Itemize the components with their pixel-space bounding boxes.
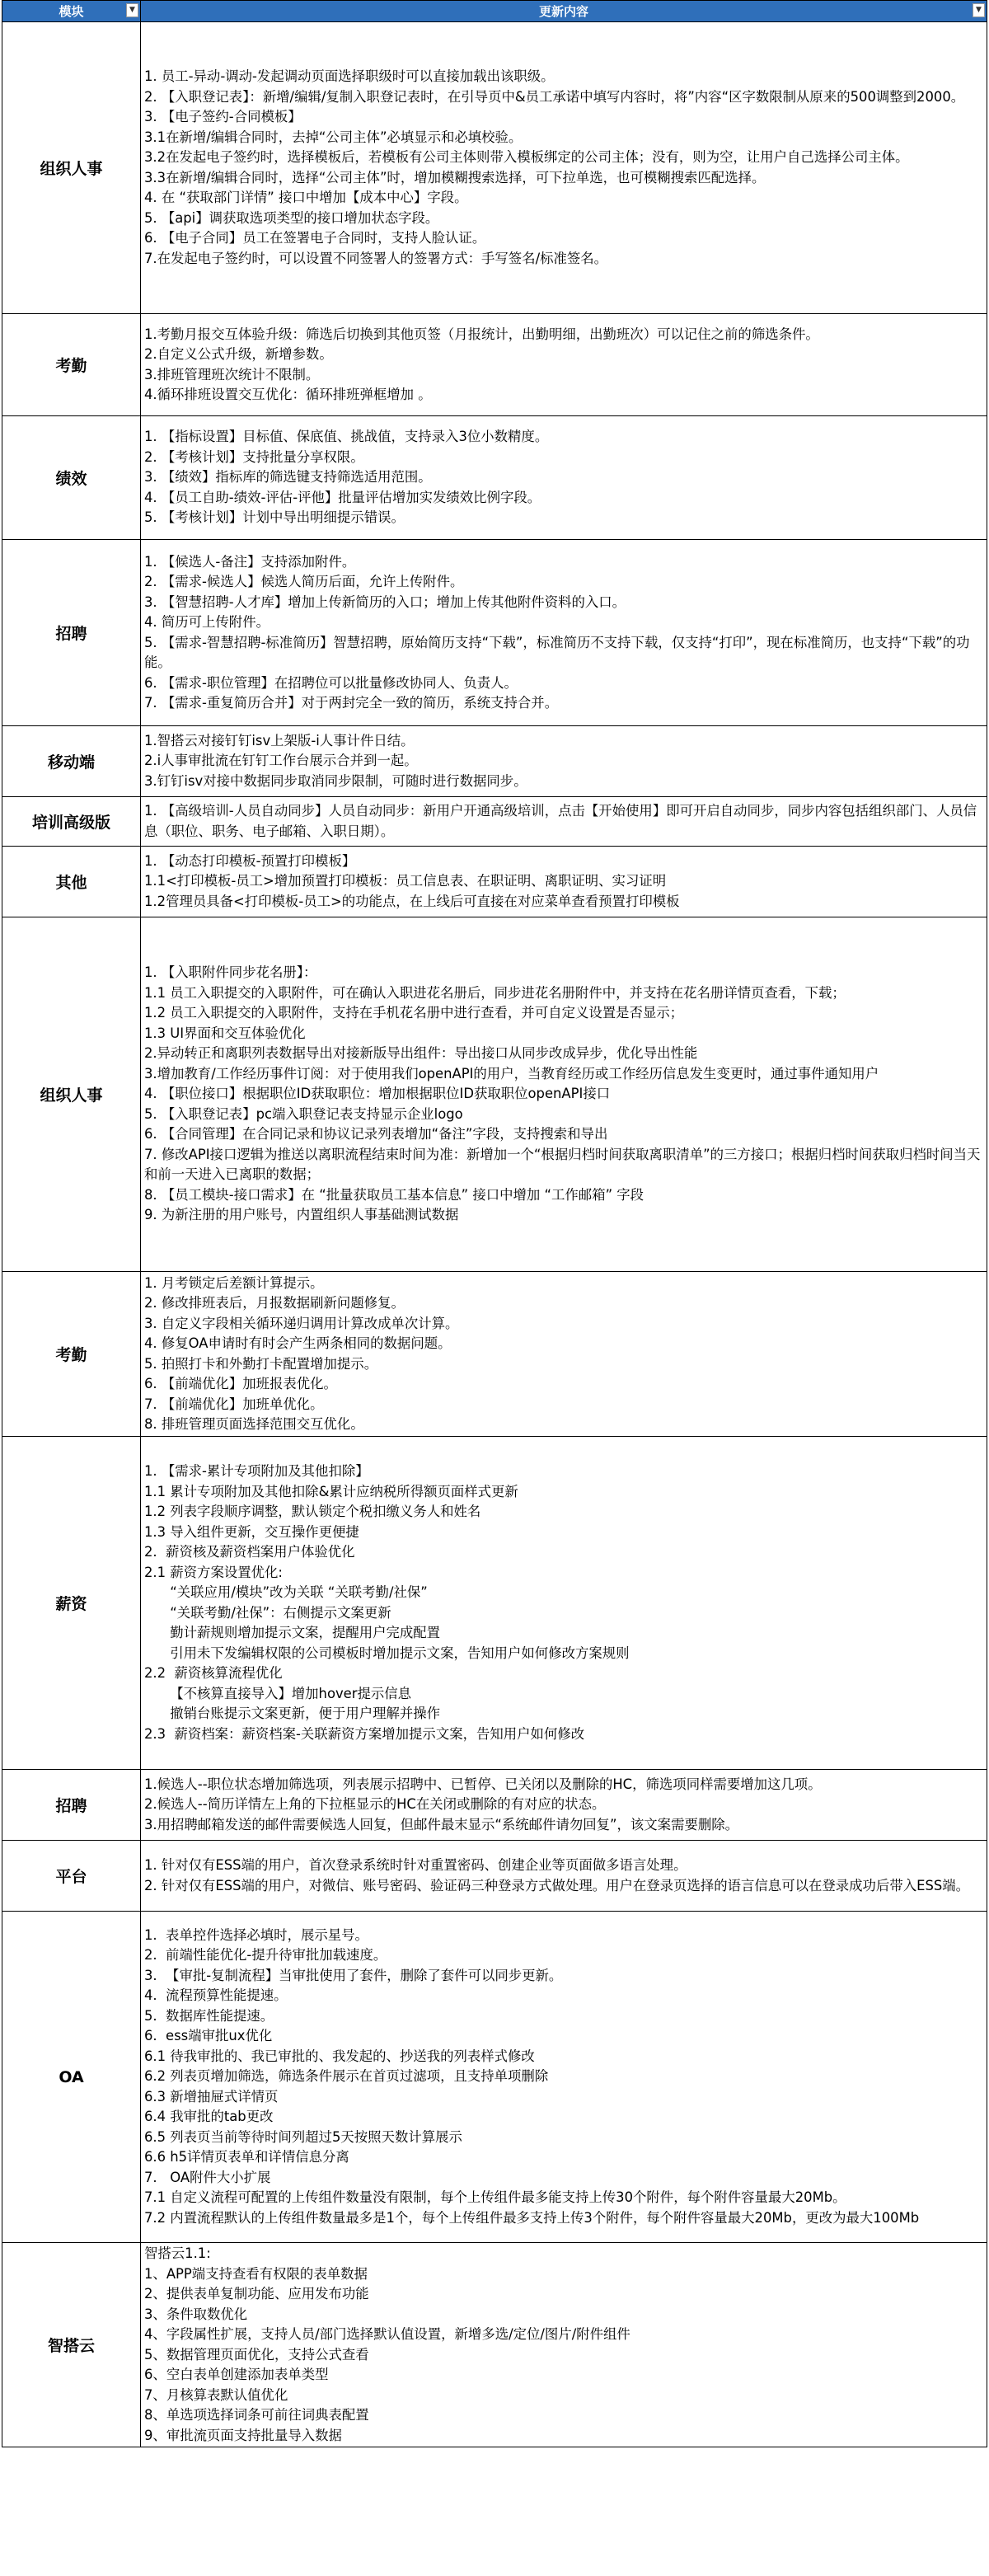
content-line: 6. 【需求-职位管理】在招聘位可以批量修改协同人、负责人。 — [144, 674, 518, 691]
content-line: 4、字段属性扩展，支持人员/部门选择默认值设置，新增多选/定位/图片/附件组件 — [144, 2326, 630, 2342]
table-row — [2, 416, 987, 540]
content-line: 3.排班管理班次统计不限制。 — [144, 366, 320, 382]
module-cell[interactable]: 绩效 — [2, 416, 141, 540]
content-line: 1. 员工-异动-调动-发起调动页面选择职级时可以直接加载出该职级。 — [144, 68, 555, 84]
content-line: 1.候选人--职位状态增加筛选项，列表展示招聘中、已暂停、已关闭以及删除的HC，筛选项同样需要增加这几项。 — [144, 1776, 822, 1792]
module-cell[interactable]: OA — [2, 1912, 141, 2243]
content-line: 3.用招聘邮箱发送的邮件需要候选人回复，但邮件最末显示“系统邮件请勿回复”，该文案需要删除。 — [144, 1816, 739, 1832]
content-line: 1.3 UI界面和交互体验优化 — [144, 1025, 306, 1041]
content-line: 4. 【员工自助-绩效-评估-评他】批量评估增加实发绩效比例字段。 — [144, 489, 541, 505]
filter-dropdown-icon[interactable]: ▼ — [973, 3, 985, 17]
content-line: 4. 简历可上传附件。 — [144, 614, 270, 630]
content-line: 5. 【需求-智慧招聘-标准简历】智慧招聘，原始简历支持“下载”，标准简历不支持下载，仅支持“打印”，现在标准简历，也支持“下载”的功能。 — [144, 634, 970, 670]
content-line: 7.在发起电子签约时，可以设置不同签署人的签署方式：手写签名/标准签名。 — [144, 250, 608, 266]
table-row — [2, 1272, 987, 1437]
content-line: “关联考勤/社保”：右侧提示文案更新 — [144, 1604, 391, 1621]
content-line: 6.4 我审批的tab更改 — [144, 2109, 274, 2125]
table-row — [2, 314, 987, 416]
content-line: 2. 【需求-候选人】候选人简历后面，允许上传附件。 — [144, 574, 464, 589]
content-line: 2.3 薪资档案：薪资档案-关联薪资方案增加提示文案，告知用户如何修改 — [144, 1725, 585, 1742]
content-line: 引用未下发编辑权限的公司模板时增加提示文案，告知用户如何修改方案规则 — [144, 1645, 630, 1661]
content-line: 1.1 员工入职提交的入职附件，可在确认入职进花名册后，同步进花名册附件中，并支持在花名册详情页查看，下载； — [144, 984, 846, 1001]
content-line: 7. 修改API接口逻辑为推送以离职流程结束时间为准：新增加一个“根据归档时间获取离职清单”的三方接口；根据归档时间获取归档时间当天和前一天进入已离职的数据； — [144, 1146, 981, 1183]
content-cell[interactable] — [141, 797, 987, 847]
content-line: 2. 修改排班表后，月报数据刷新问题修复。 — [144, 1295, 405, 1311]
content-line: 6. ess端审批ux优化 — [144, 2028, 273, 2044]
changelog-table — [2, 0, 987, 2447]
content-line: 1.2管理员具备<打印模板-员工>的功能点，在上线后可直接在对应菜单查看预置打印模板 — [144, 893, 680, 909]
module-cell[interactable]: 平台 — [2, 1841, 141, 1912]
content-line: 1.2 列表字段顺序调整，默认锁定个税扣缴义务人和姓名 — [144, 1504, 481, 1519]
content-line: 3、条件取数优化 — [144, 2306, 248, 2322]
content-cell[interactable] — [141, 22, 987, 314]
content-line: 5. 【入职登记表】pc端入职登记表支持显示企业logo — [144, 1105, 463, 1122]
content-line: 6. 【电子合同】员工在签署电子合同时，支持人脸认证。 — [144, 230, 486, 246]
content-line: 7. 【需求-重复简历合并】对于两封完全一致的简历，系统支持合并。 — [144, 695, 559, 711]
content-line: 3. 【电子签约-合同模板】 — [144, 109, 302, 124]
content-line: 撤销台账提示文案更新，便于用户理解并操作 — [144, 1706, 441, 1721]
content-line: 6.3 新增抽屉式详情页 — [144, 2088, 279, 2104]
content-line: 2. 【考核计划】支持批量分享权限。 — [144, 448, 364, 465]
content-header-label: 更新内容 — [538, 4, 588, 19]
content-line: 2. 薪资核及薪资档案用户体验优化 — [144, 1544, 355, 1560]
content-line: 3.增加教育/工作经历事件订阅：对于使用我们openAPI的用户，当教育经历或工作经历信息发生变更时，通过事件通知用户 — [144, 1065, 879, 1082]
content-line: 5. 【api】调获取选项类型的接口增加状态字段。 — [144, 209, 439, 226]
content-line: 8、单选项选择词条可前往词典表配置 — [144, 2407, 369, 2423]
content-line: 1. 【入职附件同步花名册】： — [144, 964, 317, 981]
content-line: 7. OA附件大小扩展 — [144, 2169, 271, 2185]
content-line: 2、提供表单复制功能、应用发布功能 — [144, 2286, 369, 2302]
content-line: 5. 数据库性能提速。 — [144, 2007, 274, 2024]
content-line: 【不核算直接导入】增加hover提示信息 — [144, 1685, 412, 1701]
content-cell[interactable] — [141, 917, 987, 1272]
content-line: 4.循环排班设置交互优化：循环排班弹框增加 。 — [144, 387, 432, 402]
module-cell[interactable]: 智搭云 — [2, 2243, 141, 2447]
content-line: 1.考勤月报交互体验升级：筛选后切换到其他页签（月报统计，出勤明细，出勤班次）可以记住之前的筛选条件。 — [144, 326, 819, 342]
module-column-header[interactable] — [2, 1, 141, 22]
content-line: 1.1 累计专项附加及其他扣除&累计应纳税所得额页面样式更新 — [144, 1483, 518, 1499]
content-cell[interactable] — [141, 416, 987, 540]
content-line: 2. 【入职登记表】：新增/编辑/复制入职登记表时，在引导页中&员工承诺中填写内容时，将”内容“区字数限制从原来的500调整到2000。 — [144, 88, 965, 105]
content-line: 1. 【指标设置】目标值、保底值、挑战值，支持录入3位小数精度。 — [144, 429, 549, 445]
module-cell[interactable]: 组织人事 — [2, 917, 141, 1272]
content-line: 3. 【审批-复制流程】当审批使用了套件，删除了套件可以同步更新。 — [144, 1967, 563, 1983]
content-line: 3.钉钉isv对接中数据同步取消同步限制，可随时进行数据同步。 — [144, 772, 527, 789]
module-header-label: 模块 — [59, 4, 84, 19]
content-line: 1. 【候选人-备注】支持添加附件。 — [144, 553, 356, 570]
content-cell[interactable] — [141, 540, 987, 726]
content-line: 1. 【动态打印模板-预置打印模板】 — [144, 852, 356, 869]
content-line: 6.2 列表页增加筛选，筛选条件展示在首页过滤项，且支持单项删除 — [144, 2068, 549, 2085]
content-line: 6、空白表单创建添加表单类型 — [144, 2367, 329, 2382]
content-line: 3. 【智慧招聘-人才库】增加上传新简历的入口；增加上传其他附件资料的入口。 — [144, 594, 626, 610]
table-row — [2, 847, 987, 917]
content-column-header[interactable] — [141, 1, 987, 22]
content-line: 2. 针对仅有ESS端的用户，对微信、账号密码、验证码三种登录方式做处理。用户在登录页选择的语言信息可以在登录成功后带入ESS端。 — [144, 1877, 970, 1893]
content-cell[interactable] — [141, 847, 987, 917]
content-line: 1. 【高级培训-人员自动同步】人员自动同步：新用户开通高级培训，点击【开始使用】即可开启自动同步，同步内容包括组织部门、人员信息（职位、职务、电子邮箱、入职日期）。 — [144, 803, 977, 839]
content-line: 3.3在新增/编辑合同时，选择“公司主体”时，增加模糊搜索选择，可下拉单选，也可模糊搜索匹配选择。 — [144, 169, 766, 185]
module-cell[interactable]: 其他 — [2, 847, 141, 917]
content-line: 7.2 内置流程默认的上传组件数量最多是1个，每个上传组件最多支持上传3个附件，每个附件容量最大20Mb，更改为最大100Mb — [144, 2209, 920, 2226]
header-row — [2, 1, 987, 22]
content-line: 勤计薪规则增加提示文案，提醒用户完成配置 — [144, 1625, 441, 1640]
table-row — [2, 1437, 987, 1770]
content-line: 4. 在 “获取部门详情” 接口中增加【成本中心】字段。 — [144, 190, 468, 205]
table-row — [2, 1770, 987, 1841]
content-line: 4. 流程预算性能提速。 — [144, 1987, 288, 2004]
module-cell[interactable]: 培训高级版 — [2, 797, 141, 847]
content-cell[interactable] — [141, 1770, 987, 1841]
content-line: 6.1 待我审批的、我已审批的、我发起的、抄送我的列表样式修改 — [144, 2048, 535, 2064]
content-line: 1、APP端支持查看有权限的表单数据 — [144, 2265, 368, 2282]
content-line: 8. 【员工模块-接口需求】在 “批量获取员工基本信息” 接口中增加 “工作邮箱” 字段 — [144, 1186, 644, 1203]
module-cell[interactable]: 招聘 — [2, 1770, 141, 1841]
content-line: 3.1在新增/编辑合同时，去掉“公司主体”必填显示和必填校验。 — [144, 129, 523, 145]
content-line: 1. 【需求-累计专项附加及其他扣除】 — [144, 1463, 369, 1479]
content-line: 9、审批流页面支持批量导入数据 — [144, 2427, 342, 2443]
table-row — [2, 540, 987, 726]
content-line: 2.候选人--简历详情左上角的下拉框显示的HC在关闭或删除的有对应的状态。 — [144, 1796, 606, 1813]
content-line: “关联应用/模块”改为关联 “关联考勤/社保” — [144, 1584, 428, 1600]
filter-dropdown-icon[interactable]: ▼ — [126, 3, 138, 17]
content-line: 4. 修复OA申请时有时会产生两条相同的数据问题。 — [144, 1335, 452, 1351]
content-cell[interactable] — [141, 314, 987, 416]
table-row — [2, 726, 987, 797]
content-cell[interactable] — [141, 1272, 987, 1437]
content-cell[interactable] — [141, 1841, 987, 1912]
module-cell[interactable]: 考勤 — [2, 314, 141, 416]
content-cell[interactable] — [141, 2243, 987, 2447]
content-cell[interactable] — [141, 1437, 987, 1770]
content-line: 6. 【前端优化】加班报表优化。 — [144, 1376, 337, 1391]
content-line: 1. 月考锁定后差额计算提示。 — [144, 1274, 324, 1291]
content-line: 2.2 薪资核算流程优化 — [144, 1665, 283, 1681]
content-line: 1. 针对仅有ESS端的用户，首次登录系统时针对重置密码、创建企业等页面做多语言处理。 — [144, 1857, 687, 1873]
content-line: 5、数据管理页面优化，支持公式查看 — [144, 2346, 369, 2363]
content-line: 1.1<打印模板-员工>增加预置打印模板：员工信息表、在职证明、离职证明、实习证明 — [144, 873, 667, 889]
content-cell[interactable] — [141, 726, 987, 797]
content-line: 6. 【合同管理】在合同记录和协议记录列表增加“备注”字段，支持搜索和导出 — [144, 1126, 608, 1143]
content-line: 9. 为新注册的用户账号，内置组织人事基础测试数据 — [144, 1207, 459, 1223]
content-line: 6.5 列表页当前等待时间列超过5天按照天数计算展示 — [144, 2128, 462, 2145]
content-line: 2.i人事审批流在钉钉工作台展示合并到一起。 — [144, 753, 418, 769]
content-line: 2.1 薪资方案设置优化: — [144, 1564, 283, 1580]
content-line: 7. 【前端优化】加班单优化。 — [144, 1396, 324, 1412]
content-line: 1. 表单控件选择必填时，展示星号。 — [144, 1926, 368, 1943]
content-line: 3. 自定义字段相关循环递归调用计算改成单次计算。 — [144, 1315, 459, 1331]
table-row — [2, 797, 987, 847]
table-row — [2, 1912, 987, 2243]
module-cell[interactable]: 招聘 — [2, 540, 141, 726]
module-cell[interactable]: 考勤 — [2, 1272, 141, 1437]
content-line: 5. 拍照打卡和外勤打卡配置增加提示。 — [144, 1355, 378, 1372]
table-row — [2, 917, 987, 1272]
content-line: 1.智搭云对接钉钉isv上架版-i人事计件日结。 — [144, 732, 415, 748]
content-line: 2. 前端性能优化-提升待审批加载速度。 — [144, 1947, 387, 1964]
module-cell[interactable]: 薪资 — [2, 1437, 141, 1770]
content-line: 7、月核算表默认值优化 — [144, 2386, 288, 2403]
content-line: 1.3 导入组件更新，交互操作更便捷 — [144, 1523, 359, 1540]
content-line: 4. 【职位接口】根据职位ID获取职位：增加根据职位ID获取职位openAPI接口 — [144, 1086, 611, 1102]
module-cell[interactable]: 组织人事 — [2, 22, 141, 314]
table-row — [2, 1841, 987, 1912]
content-line: 2.异动转正和离职列表数据导出对接新版导出组件：导出接口从同步改成异步，优化导出性能 — [144, 1045, 698, 1062]
table-row — [2, 2243, 987, 2447]
content-line: 1.2 员工入职提交的入职附件，支持在手机花名册中进行查看，并可自定义设置是否显示； — [144, 1005, 684, 1021]
content-line: 3. 【绩效】指标库的筛选键支持筛选适用范围。 — [144, 469, 432, 486]
content-line: 5. 【考核计划】计划中导出明细提示错误。 — [144, 509, 405, 526]
content-line: 智搭云1.1: — [144, 2245, 211, 2261]
content-line: 3.2在发起电子签约时，选择模板后，若模板有公司主体则带入模板绑定的公司主体；没有，则为空，让用户自己选择公司主体。 — [144, 149, 909, 165]
content-cell[interactable] — [141, 1912, 987, 2243]
content-line: 8. 排班管理页面选择范围交互优化。 — [144, 1416, 364, 1432]
module-cell[interactable]: 移动端 — [2, 726, 141, 797]
content-line: 7.1 自定义流程可配置的上传组件数量没有限制，每个上传组件最多能支持上传30个附件，每个附件容量最大20Mb。 — [144, 2189, 846, 2206]
content-line: 2.自定义公式升级，新增参数。 — [144, 346, 333, 362]
content-line: 6.6 h5详情页表单和详情信息分离 — [144, 2149, 349, 2165]
table-row — [2, 22, 987, 314]
